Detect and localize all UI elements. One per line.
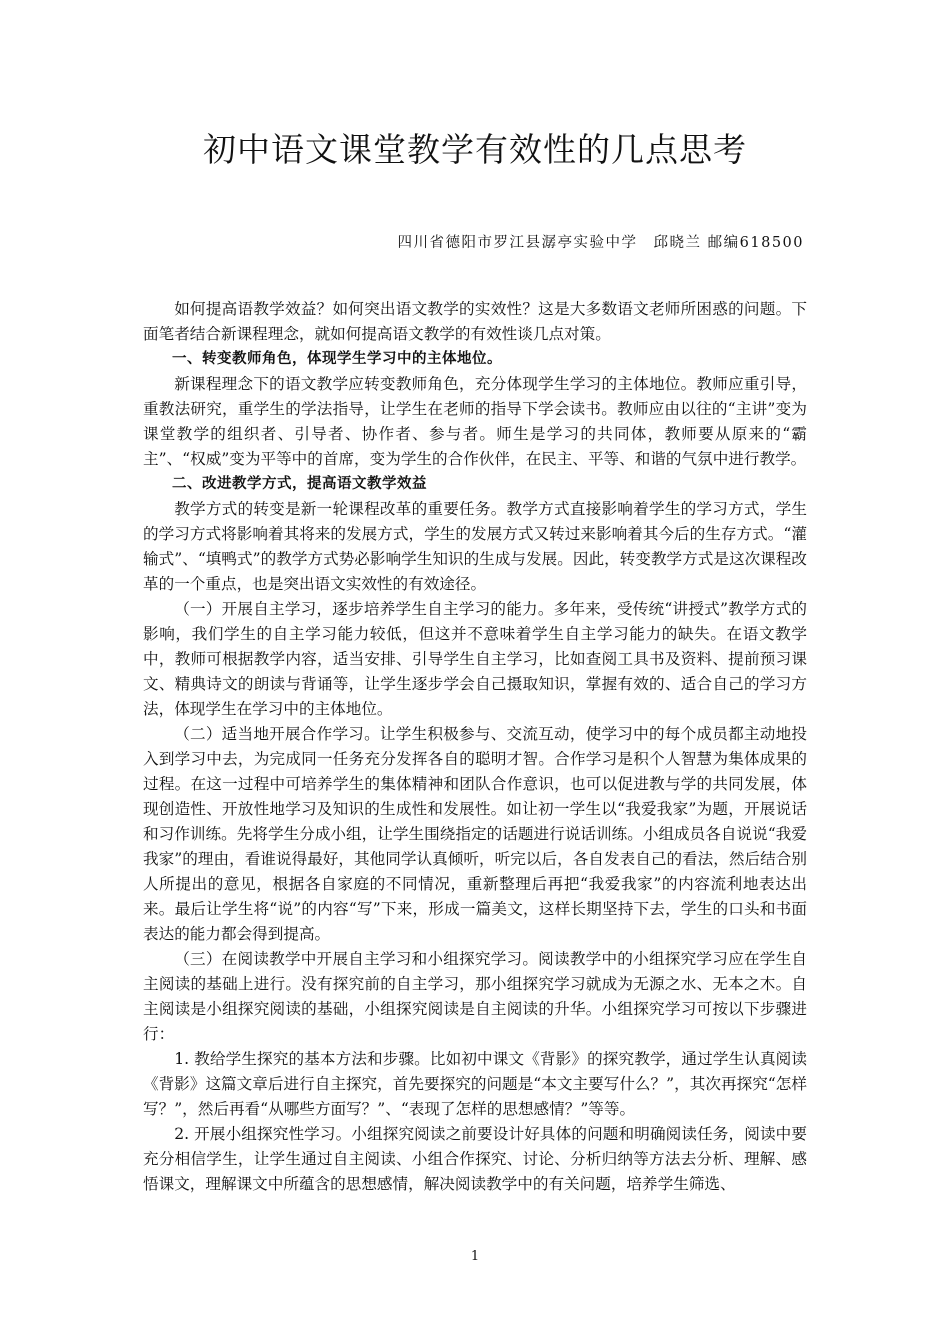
body-paragraph: （一）开展自主学习，逐步培养学生自主学习的能力。多年来，受传统“讲授式”教学方式的影响，我们学生的自主学习能力较低，但这并不意味着学生自主学习能力的缺失。在语文教学中，教师可根据教学内容，适当安排、引导学生自主学习，比如查阅工具书及资料、提前预习课文、精典诗文的朗读与背诵等，让学生逐步学会自己摄取知识，掌握有效的、适合自己的学习方法，体现学生在学习中的主体地位。 [143,600,807,718]
body-paragraph: 教学方式的转变是新一轮课程改革的重要任务。教学方式直接影响着学生的学习方式，学生的学习方式将影响着其将来的发展方式，学生的发展方式又转过来影响着其今后的生存方式。“灌输式”、“填鸭式”的教学方式势必影响学生知识的生成与发展。因此，转变教学方式是这次课程改革的一个重点，也是突出语文实效性的有效途径。 [143,500,807,593]
page-number: 1 [470,1249,480,1264]
body-paragraph: 1. 教给学生探究的基本方法和步骤。比如初中课文《背影》的探究教学，通过学生认真阅读《背影》这篇文章后进行自主探究，首先要探究的问题是“本文主要写什么？”，其次再探究“怎样写？”，然后再看“从哪些方面写？”、“表现了怎样的思想感情？”等等。 [143,1050,807,1118]
document-title: 初中语文课堂教学有效性的几点思考 [203,130,747,169]
section-heading-1: 一、转变教师角色，体现学生学习中的主体地位。 [172,351,502,367]
body-paragraph: （二）适当地开展合作学习。让学生积极参与、交流互动，使学习中的每个成员都主动地投入到学习中去，为完成同一任务充分发挥各自的聪明才智。合作学习是积个人智慧为集体成果的过程。在这一过程中可培养学生的集体精神和团队合作意识，也可以促进教与学的共同发展，体现创造性、开放性地学习及知识的生成性和发展性。如让初一学生以“我爱我家”为题，开展说话和习作训练。先将学生分成小组，让学生围绕指定的话题进行说话训练。小组成员各自说说“我爱我家”的理由，看谁说得最好，其他同学认真倾听，听完以后，各自发表自己的看法，然后结合别人所提出的意见，根据各自家庭的不同情况，重新整理后再把“我爱我家”的内容流利地表达出来。最后让学生将“说”的内容“写”下来，形成一篇美文，这样长期坚持下去，学生的口头和书面表达的能力都会得到提高。 [143,725,807,943]
body-paragraph: 2. 开展小组探究性学习。小组探究阅读之前要设计好具体的问题和明确阅读任务，阅读中要充分相信学生，让学生通过自主阅读、小组合作探究、讨论、分析归纳等方法去分析、理解、感悟课文，理解课文中所蕴含的思想感情，解决阅读教学中的有关问题，培养学生筛选、 [143,1125,807,1193]
document-body [143,297,807,1197]
body-paragraph: （三）在阅读教学中开展自主学习和小组探究学习。阅读教学中的小组探究学习应在学生自主阅读的基础上进行。没有探究前的自主学习，那小组探究学习就成为无源之水、无本之木。自主阅读是小组探究阅读的基础，小组探究阅读是自主阅读的升华。小组探究学习可按以下步骤进行： [143,950,807,1043]
author-line: 四川省德阳市罗江县潺亭实验中学 邱晓兰 邮编618500 [397,235,804,251]
body-paragraph: 新课程理念下的语文教学应转变教师角色，充分体现学生学习的主体地位。教师应重引导，重教法研究，重学生的学法指导，让学生在老师的指导下学会读书。教师应由以往的“主讲”变为课堂教学的组织者、引导者、协作者、参与者。师生是学习的共同体，教师要从原来的“霸主”、“权威”变为平等中的首席，变为学生的合作伙伴，在民主、平等、和谐的气氛中进行教学。 [143,375,807,468]
section-heading-2: 二、改进教学方式，提高语文教学效益 [172,476,427,492]
intro-paragraph: 如何提高语教学效益？如何突出语文教学的实效性？这是大多数语文老师所困惑的问题。下面笔者结合新课程理念，就如何提高语文教学的有效性谈几点对策。 [143,300,807,343]
